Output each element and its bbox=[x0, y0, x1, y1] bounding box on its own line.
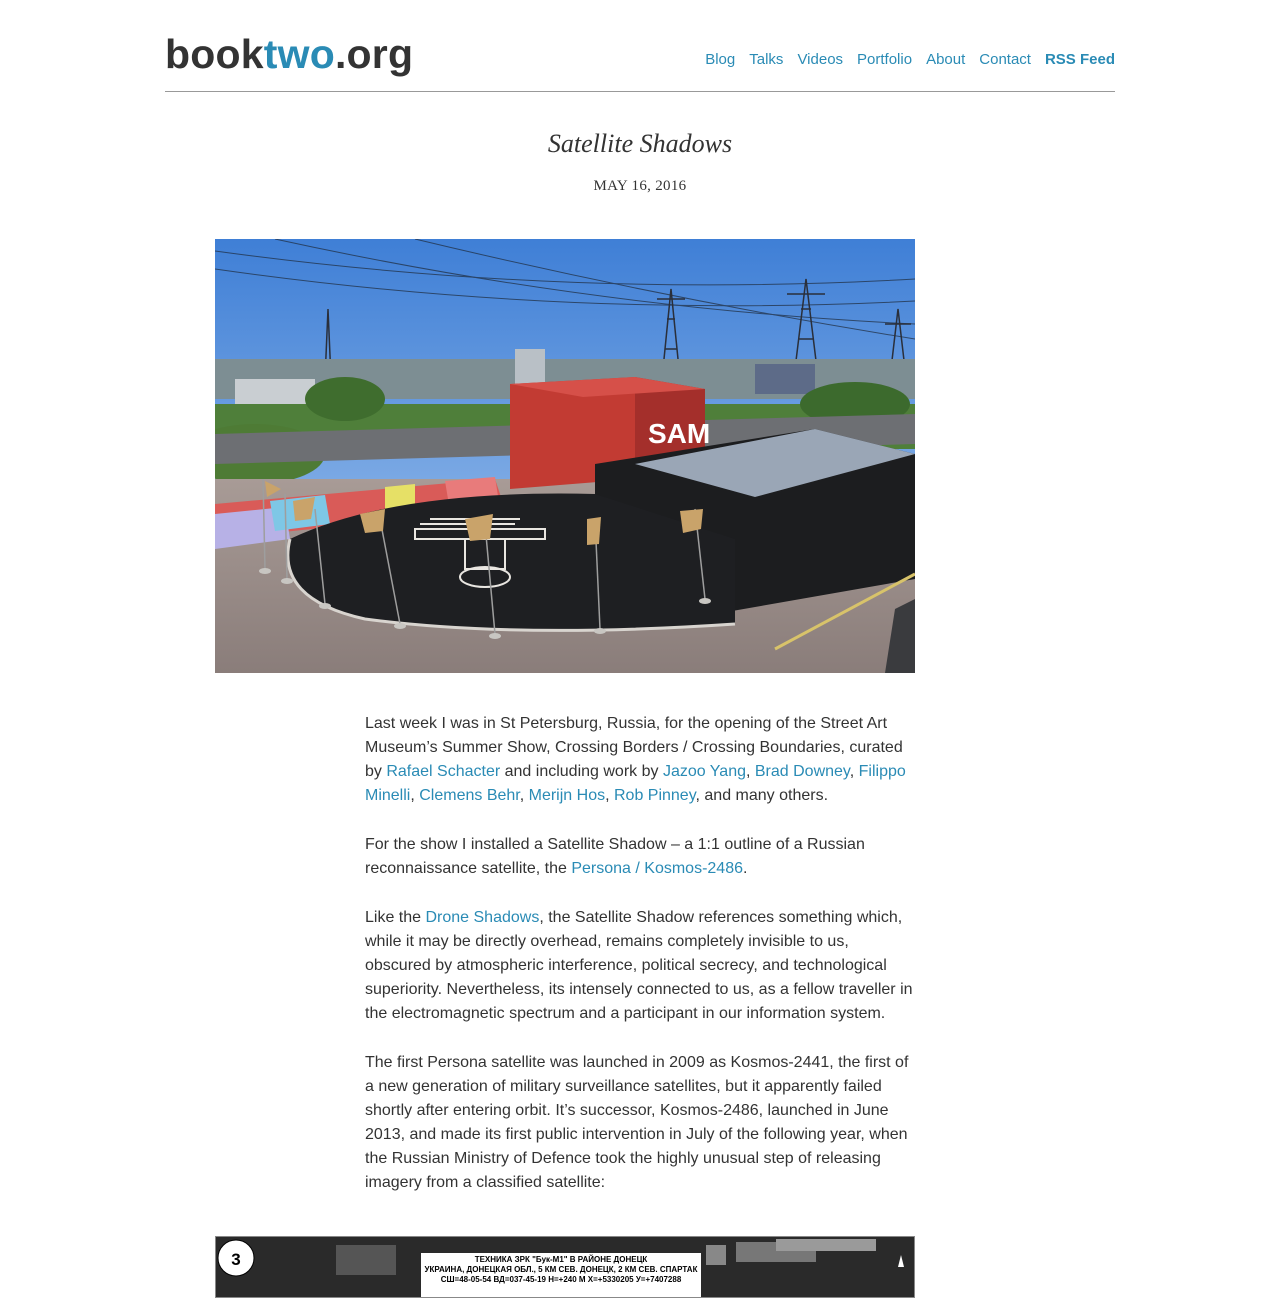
paragraph-intro bbox=[365, 712, 915, 808]
text-span: , bbox=[519, 787, 529, 804]
link-merijn-hos[interactable]: Merijn Hos bbox=[528, 787, 606, 804]
link-filippo-minelli[interactable]: Filippo Minelli bbox=[365, 763, 906, 804]
nav-videos[interactable]: Videos bbox=[797, 51, 844, 68]
nav-contact[interactable]: Contact bbox=[979, 51, 1031, 68]
image-caption-line-2: УКРАИНА, ДОНЕЦКАЯ ОБЛ., 5 КМ СЕВ. ДОНЕЦК, 2 КМ СЕВ. СПАРТАК bbox=[424, 1265, 698, 1274]
hero-sign-text: SAM bbox=[648, 418, 711, 449]
nav-talks[interactable]: Talks bbox=[749, 51, 784, 68]
nav-rss-feed[interactable]: RSS Feed bbox=[1044, 51, 1115, 68]
site-header bbox=[165, 28, 1115, 92]
text-span: , bbox=[745, 763, 755, 780]
paragraph-persona-history bbox=[365, 1051, 915, 1195]
text-span: Last week I was in St Petersburg, Russia, for the opening of the Street Art Museum’s Summer Show, Crossing Borders / Crossing Boundaries, curated by bbox=[365, 715, 903, 780]
link-rafael-schacter[interactable]: Rafael Schacter bbox=[386, 763, 501, 780]
text-span: , and many others. bbox=[695, 787, 829, 804]
link-brad-downey[interactable]: Brad Downey bbox=[754, 763, 850, 780]
nav-portfolio[interactable]: Portfolio bbox=[857, 51, 913, 68]
text-span: , bbox=[410, 787, 420, 804]
image-caption-line-3: СШ=48-05-54 ВД=037-45-19 Н=+240 М Х=+5330205 У=+7407288 bbox=[440, 1275, 682, 1284]
text-span: For the show I installed a Satellite Shadow – a 1:1 outline of a Russian reconnaissance satellite, the bbox=[365, 836, 865, 877]
hero-photo bbox=[215, 239, 915, 673]
link-clemens-behr[interactable]: Clemens Behr bbox=[419, 787, 520, 804]
text-span: , bbox=[849, 763, 859, 780]
link-persona-kosmos[interactable]: Persona / Kosmos-2486 bbox=[571, 860, 743, 877]
main-nav bbox=[705, 50, 1115, 70]
satellite-imagery bbox=[215, 1236, 915, 1298]
text-span: and including work by bbox=[500, 763, 663, 780]
text-span: , bbox=[605, 787, 614, 804]
image-number-badge: 3 bbox=[231, 1250, 241, 1269]
post-date: MAY 16, 2016 bbox=[593, 178, 687, 194]
paragraph-installation bbox=[365, 833, 915, 881]
paragraph-drone-shadows bbox=[365, 906, 915, 1026]
link-drone-shadows[interactable]: Drone Shadows bbox=[425, 909, 540, 926]
text-span: , the Satellite Shadow references something which, while it may be directly overhead, remains completely invisible to us, obscured by atmospheric interference, political secrecy, and technological superiority. Nevertheless, its intensely connected to us, as a fellow traveller in the electromagnetic spectrum and a participant in our information system. bbox=[365, 909, 913, 1022]
logo-org: .org bbox=[334, 31, 414, 77]
text-span: . bbox=[743, 860, 748, 877]
link-jazoo-yang[interactable]: Jazoo Yang bbox=[662, 763, 746, 780]
text-span: Like the bbox=[365, 909, 426, 926]
link-rob-pinney[interactable]: Rob Pinney bbox=[613, 787, 696, 804]
article-body bbox=[365, 712, 915, 1220]
logo-two: two bbox=[263, 31, 335, 77]
post-title: Satellite Shadows bbox=[547, 129, 733, 158]
nav-about[interactable]: About bbox=[926, 51, 966, 68]
nav-blog[interactable]: Blog bbox=[705, 51, 736, 68]
site-logo[interactable] bbox=[165, 28, 413, 80]
image-caption-line-1: ТЕХНИКА ЗРК "Бук-М1" В РАЙОНЕ ДОНЕЦК bbox=[474, 1255, 648, 1264]
logo-book: book bbox=[165, 31, 264, 77]
text-span: The first Persona satellite was launched in 2009 as Kosmos-2441, the first of a new generation of military surveillance satellites, but it apparently failed shortly after entering orbit. It’s successor, Kosmos-2486, launched in June 2013, and made its first public intervention in July of the following year, when the Russian Ministry of Defence took the highly unusual step of releasing imagery from a classified satellite: bbox=[365, 1054, 909, 1191]
